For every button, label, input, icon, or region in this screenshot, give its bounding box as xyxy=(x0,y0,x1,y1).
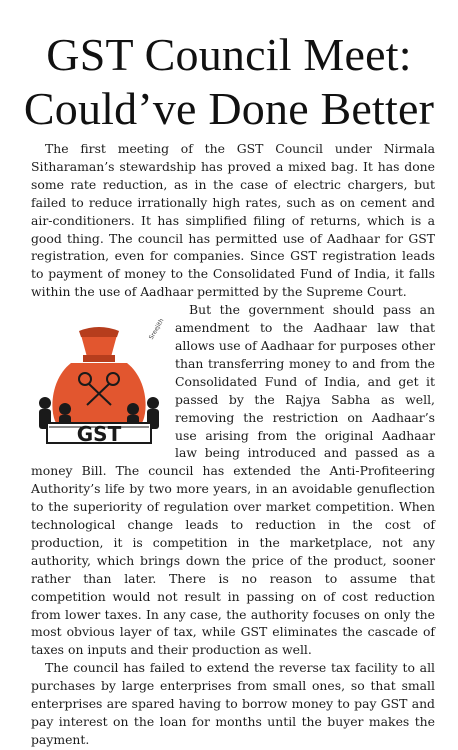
paragraph-1: The first meeting of the GST Council under Nirmala Sitharaman’s stewardship has proved a mixed bag. It has done some rate reduction, as in the case of electric chargers, but failed to reduce irrationally high rates, such as on cement and air-conditioners. It has simplified filing of returns, which is a good thing. The council has permitted use of Aadhaar for GST registration, even for companies. Since GST registration leads to payment of money to the Consolidated Fund of India, it falls within the use of Aadhaar permitted by the Supreme Court. xyxy=(31,141,435,300)
paragraph-2-text: But the government should pass an amendment to the Aadhaar law that allows use of Aadhaar for purposes other than transferring money to and from the Consolidated Fund of India, and get it passed by the Rajya Sabha as well, removing the restriction on Aadhaar’s use arising from the original Aadhaar law being introduced and passed as a money Bill. The council has extended the Anti-Profiteering Authority’s life by two more years, in an avoidable genuflection to the superiority of regulation over market competition. When technological change leads to reduction in the cost of production, it is competition in the marketplace, not any authority, which brings down the price of the product, sooner rather than later. There is no reason to assume that competition would not result in passing on of cost reduction from lower taxes. In any case, the authority focuses on only the most obvious layer of tax, while GST eliminates the cascade of taxes on inputs and their production as well. xyxy=(31,302,435,658)
paragraph-3: The council has failed to extend the reverse tax facility to all purchases by large enterprises from small ones, so that small enterprises are spared having to borrow money to pay GST and pay interest on the loan for months until the buyer makes the payment. xyxy=(31,660,435,747)
artist-signature: Sreejith xyxy=(147,317,166,342)
gst-label: GST xyxy=(76,422,122,447)
headline-line-1: GST Council Meet: xyxy=(46,29,412,80)
headline-line-2: Could’ve Done Better xyxy=(23,83,435,134)
paragraph-2 xyxy=(31,301,435,659)
headline xyxy=(0,28,458,136)
article-body xyxy=(31,140,435,749)
gst-illustration xyxy=(31,305,167,446)
gst-sack-illustration xyxy=(31,305,167,446)
